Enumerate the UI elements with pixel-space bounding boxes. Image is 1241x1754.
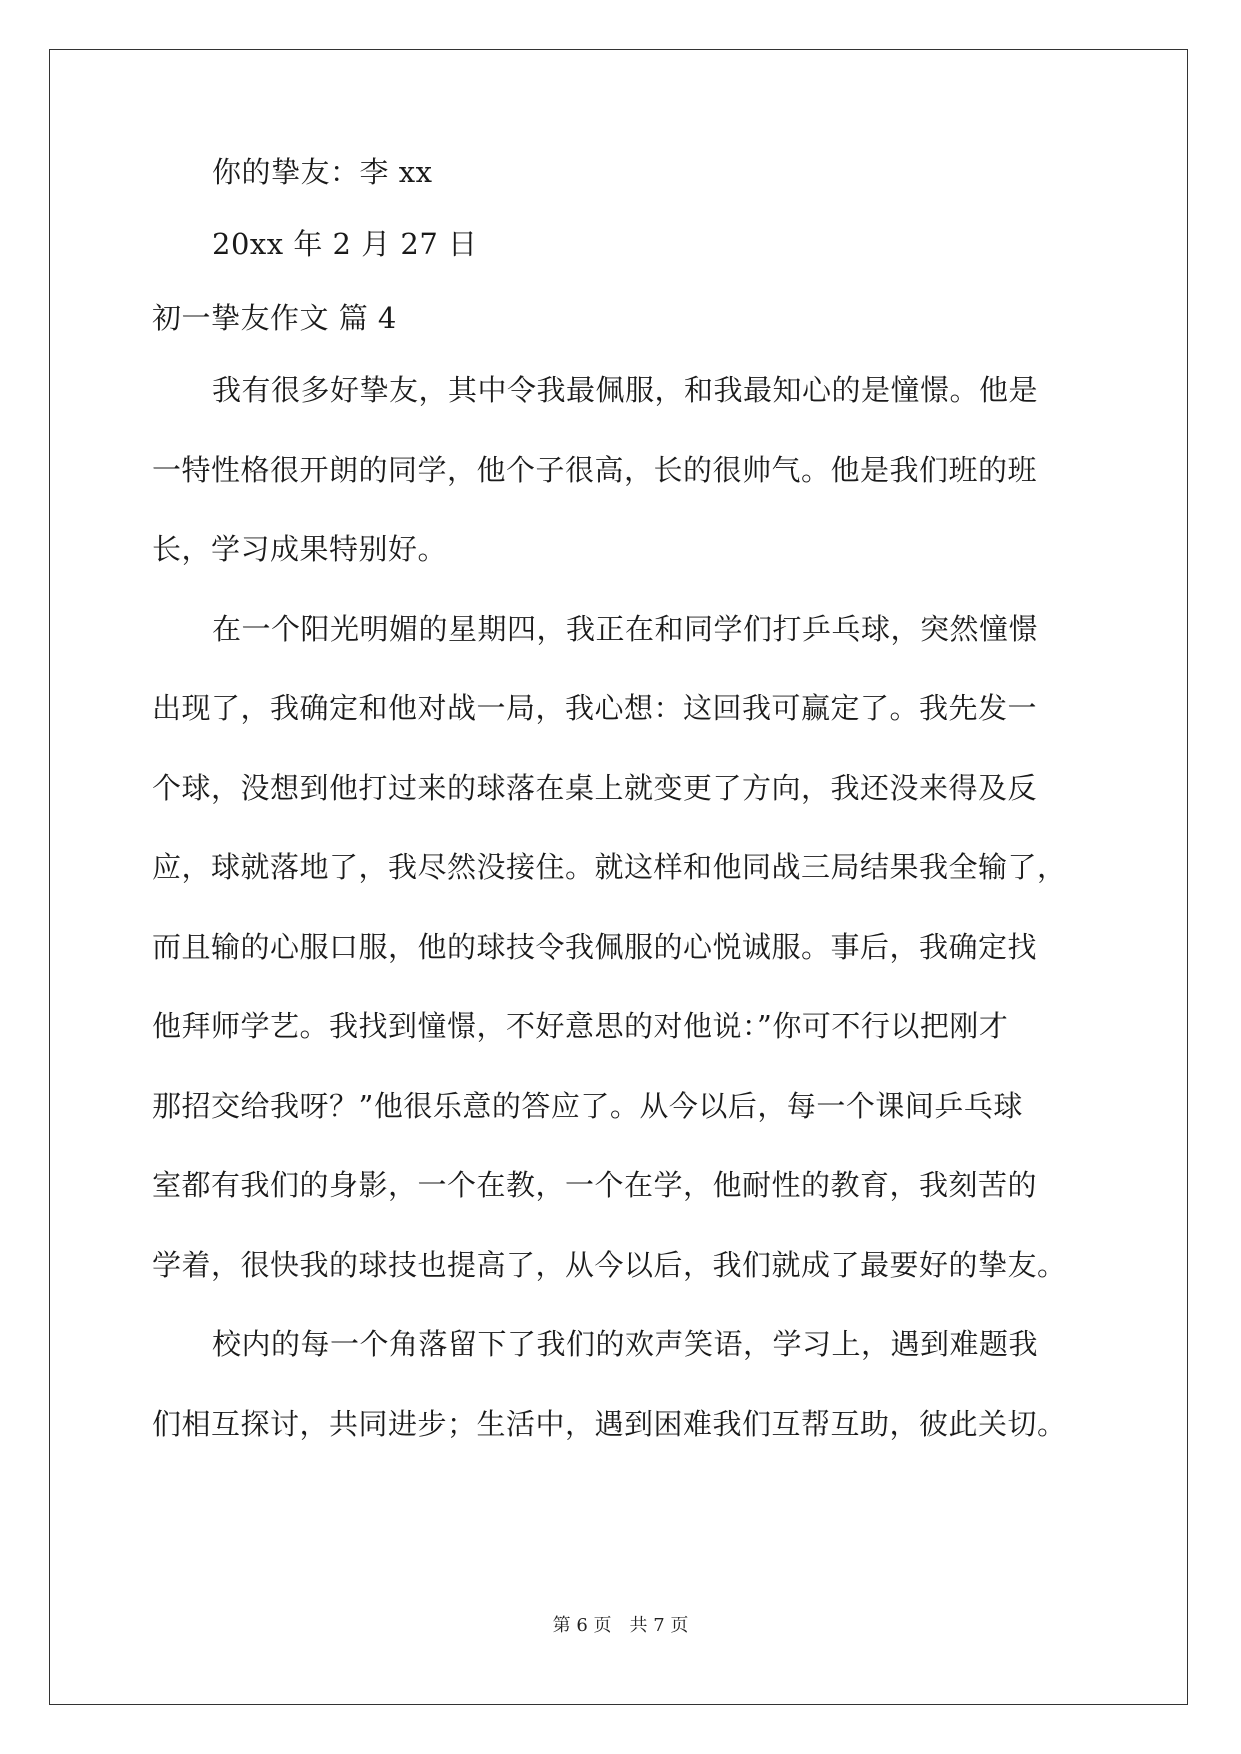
paragraph-line: 一特性格很开朗的同学，他个子很高，长的很帅气。他是我们班的班 (152, 453, 1038, 487)
paragraph-line: 出现了，我确定和他对战一局，我心想：这回我可赢定了。我先发一 (152, 691, 1038, 725)
paragraph-line: 在一个阳光明媚的星期四，我正在和同学们打乒乓球，突然憧憬 (212, 612, 1039, 646)
paragraph-line: 而且输的心服口服，他的球技令我佩服的心悦诚服。事后，我确定找 (152, 930, 1038, 964)
signature-date: 20xx 年 2 月 27 日 (212, 227, 478, 261)
paragraph-line: 个球，没想到他打过来的球落在桌上就变更了方向，我还没来得及反 (152, 771, 1038, 805)
page-total: 共 7 页 (629, 1615, 689, 1636)
paragraph-line: 我有很多好挚友，其中令我最佩服，和我最知心的是憧憬。他是 (212, 373, 1039, 407)
page-footer (0, 1611, 1241, 1637)
paragraph-line: 们相互探讨，共同进步；生活中，遇到困难我们互帮互助，彼此关切。 (152, 1407, 1067, 1441)
paragraph-line: 他拜师学艺。我找到憧憬，不好意思的对他说：”你可不行以把刚才 (152, 1009, 1009, 1043)
paragraph-line: 学着，很快我的球技也提高了，从今以后，我们就成了最要好的挚友。 (152, 1248, 1067, 1282)
paragraph-line: 应，球就落地了，我尽然没接住。就这样和他同战三局结果我全输了， (152, 850, 1067, 884)
paragraph-line: 那招交给我呀？”他很乐意的答应了。从今以后，每一个课间乒乓球 (152, 1089, 1023, 1123)
paragraph-line: 长，学习成果特别好。 (152, 532, 448, 566)
signature-sender: 你的挚友：李 xx (212, 155, 433, 189)
page-number: 第 6 页 (552, 1615, 612, 1636)
paragraph-line: 室都有我们的身影，一个在教，一个在学，他耐性的教育，我刻苦的 (152, 1168, 1038, 1202)
paragraph-line: 校内的每一个角落留下了我们的欢声笑语，学习上，遇到难题我 (212, 1327, 1039, 1361)
section-heading: 初一挚友作文 篇 4 (152, 301, 397, 335)
